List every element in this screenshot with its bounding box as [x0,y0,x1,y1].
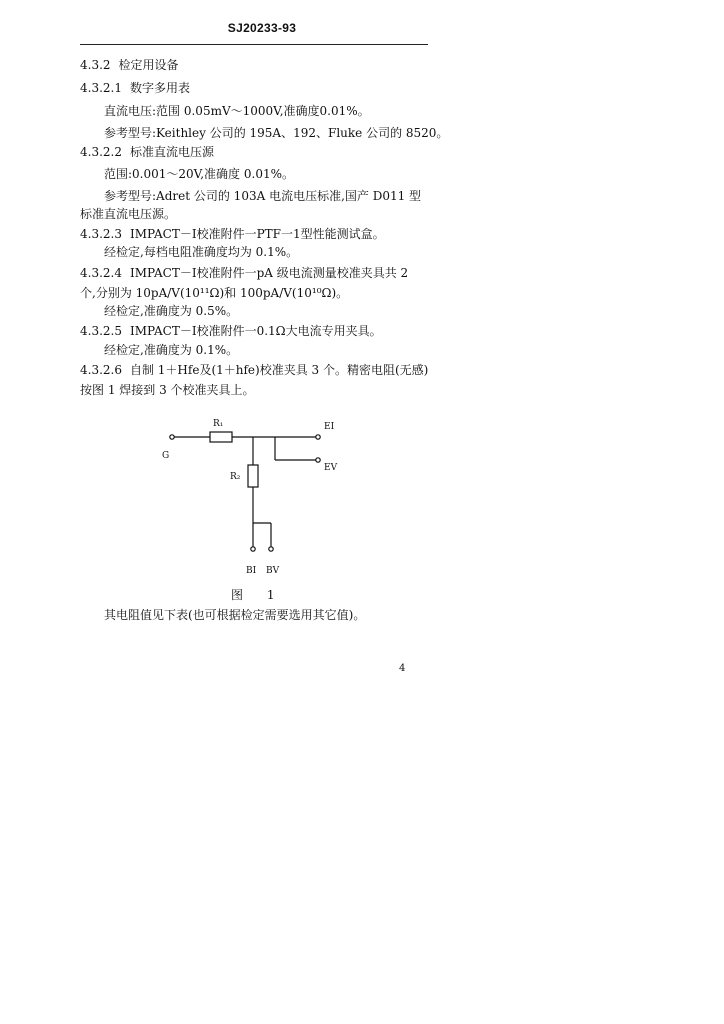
terminal-g [170,435,174,439]
label-ei: EI [324,422,335,432]
footer-text: 其电阻值见下表(也可根据检定需要选用其它值)。 [104,608,366,622]
terminal-ev [316,458,320,462]
clause-line [80,226,385,242]
clause-text: 直流电压:范围 0.05mV～1000V,准确度0.01%。 [104,104,370,118]
clause-text: 经检定,每档电阻准确度均为 0.1%。 [104,245,299,259]
body-line [104,342,238,358]
body-line [104,607,365,623]
clause-text: 参考型号:Keithley 公司的 195A、192、Fluke 公司的 8520。 [104,126,449,140]
clause-line [80,265,408,281]
clause-number: 4.3.2 [80,58,111,72]
clause-text: 个,分别为 10pA/V(10¹¹Ω)和 100pA/V(10¹⁰Ω)。 [80,286,349,300]
circuit-svg [150,405,370,585]
clause-number: 4.3.2.4 [80,266,122,280]
clause-text: IMPACT－Ⅰ校准附件一pA 级电流测量校准夹具共 2 [129,266,409,280]
clause-text: 范围:0.001～20V,准确度 0.01%。 [104,167,294,181]
body-line [104,125,448,141]
body-line [80,382,255,398]
clause-text: 经检定,准确度为 0.5%。 [104,304,239,318]
document-code: SJ20233-93 [227,21,297,35]
clause-number: 4.3.2.6 [80,363,122,377]
body-line [104,166,294,182]
clause-line [80,362,428,378]
body-line [104,188,421,204]
header-rule [80,44,428,45]
figure-caption: 图 1 [231,588,285,602]
label-bv: BV [266,566,280,576]
clause-number: 4.3.2.1 [80,81,122,95]
clause-text: 经检定,准确度为 0.1%。 [104,343,239,357]
clause-text: 数字多用表 [129,81,190,95]
page-number: 4 [399,663,406,674]
body-line [80,206,176,222]
clause-text: 检定用设备 [118,58,179,72]
section-heading [80,57,179,73]
label-ev: EV [324,463,338,473]
clause-text: 自制 1＋Hfe及(1＋hfe)校准夹具 3 个。精密电阻(无感) [129,363,429,377]
terminal-bv [269,547,273,551]
clause-number: 4.3.2.2 [80,145,122,159]
clause-text: 按图 1 焊接到 3 个校准夹具上。 [80,383,255,397]
label-g: G [162,451,170,461]
circuit-diagram [150,405,370,585]
body-line [104,244,298,260]
clause-line [80,80,190,96]
terminal-ei [316,435,320,439]
terminal-bi [251,547,255,551]
clause-text: IMPACT－Ⅰ校准附件一PTF一1型性能测试盒。 [129,227,385,241]
clause-text: 标准直流电压源 [129,145,214,159]
body-line [80,285,348,301]
clause-text: 参考型号:Adret 公司的 103A 电流电压标准,国产 D011 型 [104,189,422,203]
clause-number: 4.3.2.3 [80,227,122,241]
clause-text: 标准直流电压源。 [80,207,177,221]
label-r2: R₂ [230,472,241,482]
clause-line [80,144,214,160]
label-bi: BI [246,566,257,576]
body-line [104,103,370,119]
resistor-r1 [210,432,232,442]
label-r1: R₁ [213,419,224,429]
body-line [104,303,238,319]
resistor-r2 [248,465,258,487]
clause-number: 4.3.2.5 [80,324,122,338]
clause-text: IMPACT－Ⅰ校准附件一0.1Ω大电流专用夹具。 [129,324,382,338]
clause-line [80,323,382,339]
